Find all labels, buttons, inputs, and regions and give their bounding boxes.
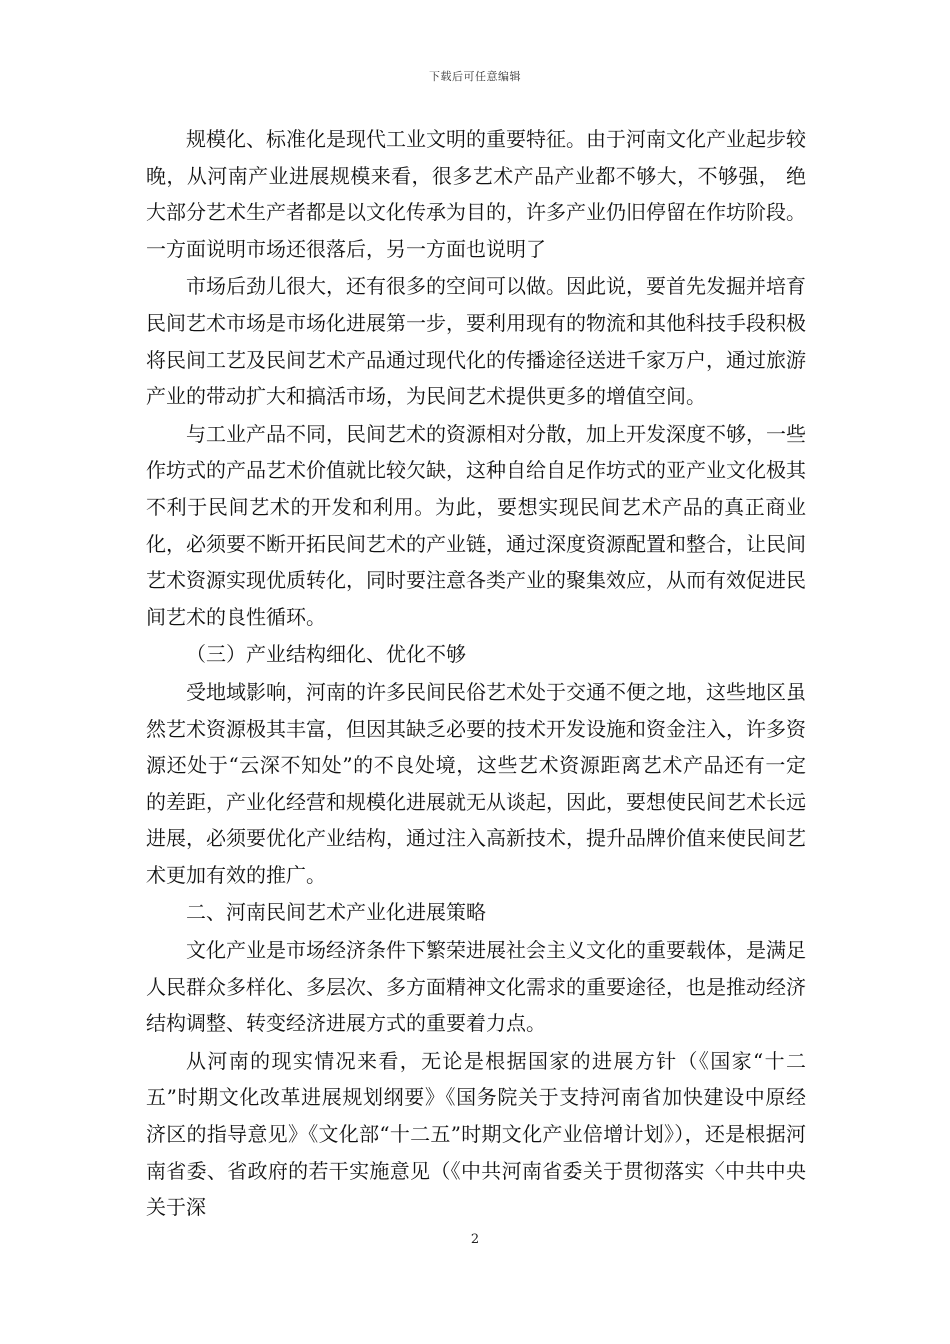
section-heading-strategy: 二、河南民间艺术产业化进展策略 — [186, 900, 486, 925]
paragraph-industrial-chain: 与工业产品不同，民间艺术的资源相对分散，加上开发深度不够，一些作坊式的产品艺术价值就比较欠缺，这种自给自足作坊式的亚产业文化极其不利于民间艺术的开发和利用。为此，要想实现民间艺术产品的真正商业化，必须要不断开拓民间艺术的产业链，通过深度资源配置和整合，让民间艺术资源实现优质转化，同时要注意各类产业的聚集效应，从而有效促进民间艺术的良性循环。 — [146, 421, 806, 629]
paragraph-regional-influence: 受地域影响，河南的许多民间民俗艺术处于交通不便之地，这些地区虽然艺术资源极其丰富，但因其缺乏必要的技术开发设施和资金注入，许多资源还处于“云深不知处”的不良处境，这些艺术资源距离艺术产品还有一定的差距，产业化经营和规模化进展就无从谈起，因此，要想使民间艺术长远进展，必须要优化产业结构，通过注入高新技术，提升品牌价值来使民间艺术更加有效的推广。 — [146, 679, 806, 887]
paragraph-cultural-industry: 文化产业是市场经济条件下繁荣进展社会主义文化的重要载体，是满足人民群众多样化、多层次、多方面精神文化需求的重要途径，也是推动经济结构调整、转变经济进展方式的重要着力点。 — [146, 938, 806, 1036]
paragraph-market-potential: 市场后劲儿很大，还有很多的空间可以做。因此说，要首先发掘并培育民间艺术市场是市场化进展第一步，要利用现有的物流和其他科技手段积极将民间工艺及民间艺术产品通过现代化的传播途径送进千家万户，通过旅游产业的带动扩大和搞活市场，为民间艺术提供更多的增值空间。 — [146, 274, 806, 409]
section-heading-structure: （三）产业结构细化、优化不够 — [186, 642, 466, 667]
page-header: 下载后可任意编辑 — [429, 70, 521, 83]
paragraph-scale-standardization: 规模化、标准化是现代工业文明的重要特征。由于河南文化产业起步较晚，从河南产业进展规模来看，很多艺术产品产业都不够大，不够强， 绝大部分艺术生产者都是以文化传承为目的，许多产业仍旧停留在作坊阶段。一方面说明市场还很落后，另一方面也说明了 — [146, 127, 806, 261]
paragraph-henan-situation: 从河南的现实情况来看，无论是根据国家的进展方针（《国家“十二五”时期文化改革进展规划纲要》《国务院关于支持河南省加快建设中原经济区的指导意见》《文化部“十二五”时期文化产业倍增计划》），还是根据河南省委、省政府的若干实施意见（《中共河南省委关于贯彻落实〈中共中央关于深 — [146, 1048, 806, 1220]
page-number: 2 — [470, 1232, 480, 1247]
document-body — [146, 121, 806, 1227]
